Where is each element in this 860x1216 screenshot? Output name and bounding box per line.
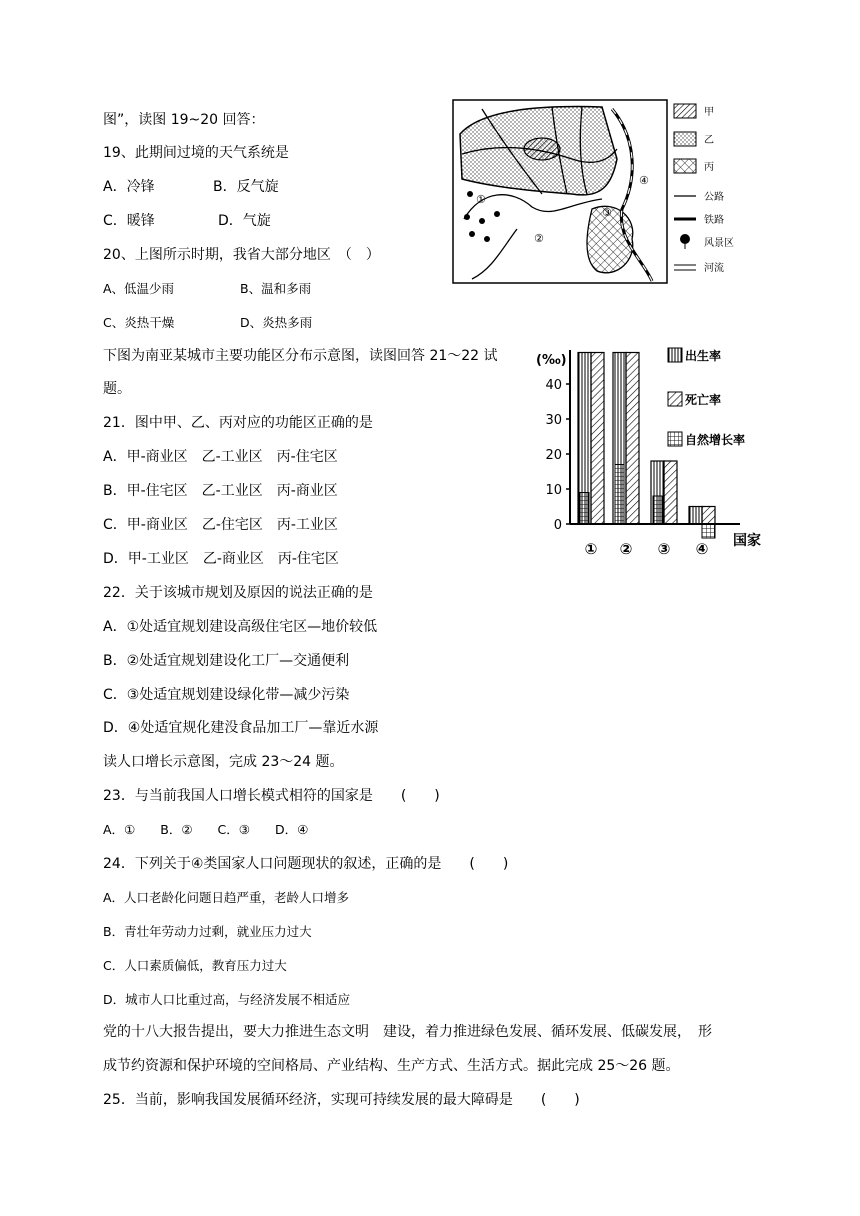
q24-option-d: D．城市人口比重过高，与经济发展不相适应 xyxy=(103,992,351,1007)
bar-natural-increase xyxy=(702,524,715,538)
question-22: 22．关于该城市规划及原因的说法正确的是 xyxy=(103,585,373,601)
q21-option-c: C．甲-商业区 乙-住宅区 丙-工业区 xyxy=(103,517,338,533)
q22-option-b: B．②处适宜规划建设化工厂—交通便利 xyxy=(103,653,350,669)
y-tick-label: 40 xyxy=(545,378,562,393)
bar-death-rate xyxy=(626,353,639,525)
marker-3: ③ xyxy=(602,206,612,219)
question-24: 24．下列关于④类国家人口问题现状的叙述，正确的是 ( ) xyxy=(103,856,509,872)
q23-options: A．① B．② C．③ D．④ xyxy=(103,822,309,837)
x-tick-label: ① xyxy=(584,540,598,558)
q19-option-d: D．气旋 xyxy=(218,213,271,229)
y-tick-label: 30 xyxy=(545,413,562,428)
q24-option-b: B．青壮年劳动力过剩，就业压力过大 xyxy=(103,924,312,939)
intro-21-22: 下图为南亚某城市主要功能区分布示意图，读图回答 21～22 试 xyxy=(103,348,498,364)
legend-label: 自然增长率 xyxy=(685,433,746,447)
question-23: 23．与当前我国人口增长模式相符的国家是 ( ) xyxy=(103,788,440,804)
q22-option-a: A．①处适宜规划建设高级住宅区—地价较低 xyxy=(103,619,378,635)
intro-25-26: 党的十八大报告提出，要大力推进生态文明 建设，着力推进绿色发展、循环发展、低碳发展， 形 xyxy=(103,1024,712,1040)
bar-death-rate xyxy=(591,353,604,525)
marker-4: ④ xyxy=(639,174,649,187)
line-intro-19-20: 图”，读图 19~20 回答： xyxy=(103,112,265,128)
q19-option-c: C．暖锋 xyxy=(103,213,155,229)
legend-swatch xyxy=(668,432,682,446)
intro-23-24: 读人口增长示意图，完成 23～24 题。 xyxy=(103,754,344,770)
legend-jia: 甲 xyxy=(704,107,714,118)
population-chart xyxy=(530,340,790,560)
y-tick-label: 10 xyxy=(545,483,562,498)
bar-natural-increase xyxy=(580,493,589,525)
intro-21-22-cont: 题。 xyxy=(103,381,131,397)
q20-option-d: D、炎热多雨 xyxy=(240,315,313,330)
bar-natural-increase xyxy=(615,465,624,525)
y-tick-label: 0 xyxy=(553,518,562,533)
q22-option-c: C．③处适宜规划建设绿化带—减少污染 xyxy=(103,687,350,703)
question-25: 25．当前，影响我国发展循环经济，实现可持续发展的最大障碍是 ( ) xyxy=(103,1092,580,1108)
q20-option-a: A、低温少雨 xyxy=(103,281,175,296)
legend-swatch xyxy=(668,392,682,406)
map-legend-panel xyxy=(672,99,772,279)
x-tick-label: ② xyxy=(619,540,633,558)
marker-1: ① xyxy=(476,193,486,206)
q19-option-b: B．反气旋 xyxy=(213,179,279,195)
x-tick-label: ④ xyxy=(695,540,709,558)
city-function-map xyxy=(452,99,668,284)
marker-2: ② xyxy=(534,232,544,245)
y-tick-label: 20 xyxy=(545,448,562,463)
q24-option-a: A．人口老龄化问题日趋严重，老龄人口增多 xyxy=(103,890,350,905)
legend-river: 河流 xyxy=(704,263,724,274)
bar-death-rate xyxy=(664,461,677,524)
bar-birth-rate xyxy=(689,507,702,525)
legend-label: 死亡率 xyxy=(685,393,722,407)
q21-option-d: D．甲-工业区 乙-商业区 丙-住宅区 xyxy=(103,551,339,567)
legend-scenic: 风景区 xyxy=(704,238,734,249)
q19-option-a: A．冷锋 xyxy=(103,179,155,195)
river-icon xyxy=(674,265,696,270)
bar-natural-increase xyxy=(653,496,662,524)
legend-swatch xyxy=(668,348,682,362)
x-tick-label: ③ xyxy=(657,540,671,558)
q22-option-d: D．④处适宜规化建没食品加工厂—靠近水源 xyxy=(103,720,379,736)
legend-bing: 丙 xyxy=(704,162,714,173)
bar-death-rate xyxy=(702,507,715,525)
question-20: 20、上图所示时期，我省大部分地区 （ ） xyxy=(103,247,380,263)
q20-option-c: C、炎热干燥 xyxy=(103,315,175,330)
q21-option-a: A．甲-商业区 乙-工业区 丙-住宅区 xyxy=(103,449,338,465)
y-unit-label: (‰) xyxy=(536,353,567,368)
q20-option-b: B、温和多雨 xyxy=(240,281,312,296)
q21-option-b: B．甲-住宅区 乙-工业区 丙-商业区 xyxy=(103,483,338,499)
legend-road: 公路 xyxy=(704,192,724,203)
question-19: 19、此期间过境的天气系统是 xyxy=(103,145,289,161)
tree-icon xyxy=(680,234,690,249)
x-axis-label: 国家 xyxy=(733,533,761,549)
q24-option-c: C．人口素质偏低，教育压力过大 xyxy=(103,958,287,973)
legend-label: 出生率 xyxy=(685,349,722,363)
legend-railway: 铁路 xyxy=(704,215,724,226)
intro-25-26-cont: 成节约资源和保护环境的空间格局、产业结构、生产方式、生活方式。据此完成 25～26 题。 xyxy=(103,1058,680,1074)
legend-yi: 乙 xyxy=(704,135,714,146)
question-21: 21．图中甲、乙、丙对应的功能区正确的是 xyxy=(103,415,373,431)
